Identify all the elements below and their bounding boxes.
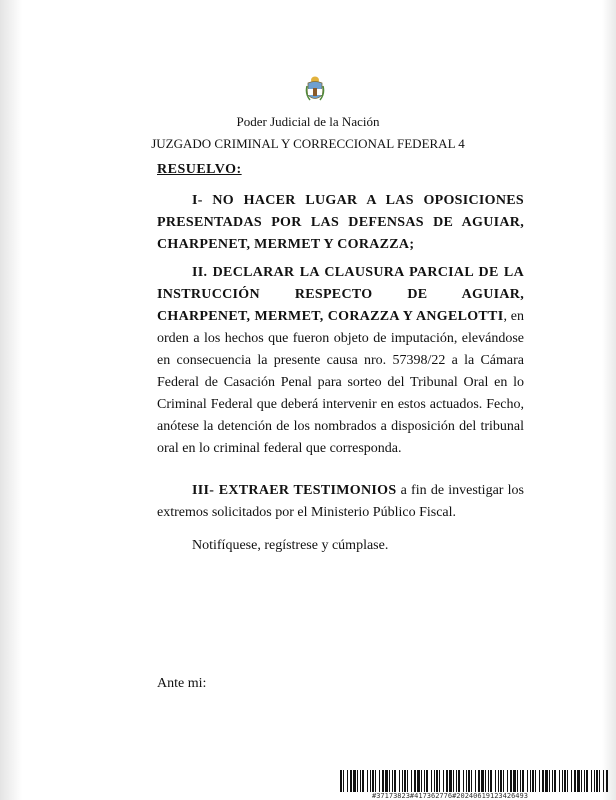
item3-bold-text: III- EXTRAER TESTIMONIOS [192, 483, 397, 498]
closing-line [157, 535, 524, 557]
resolution-item-2 [157, 262, 524, 460]
item3-rest-text: a fin de investigar los extremos solicitados por el Ministerio Público Fiscal. [157, 483, 524, 520]
barcode-icon [340, 770, 610, 792]
organization-name: Poder Judicial de la Nación [236, 114, 380, 129]
signature-label: Ante mi: [157, 676, 207, 691]
resolution-item-3 [157, 480, 524, 524]
item2-rest-text: , en orden a los hechos que fueron objeto de imputación, elevándose en consecuencia la presente causa nro. 57398/22 a la Cámara Federal de Casación Penal para sorteo del Tribunal Oral en lo Criminal Federal que deberá intervenir en estos actuados. Fecho, anótese la detención de los nombrados a disposición del tribunal oral en lo criminal federal que corresponda. [157, 309, 525, 456]
court-name: JUZGADO CRIMINAL Y CORRECCIONAL FEDERAL 4 [151, 136, 465, 151]
resolution-item-1 [157, 190, 524, 256]
closing-text: Notifíquese, regístrese y cúmplase. [192, 538, 389, 553]
barcode-number: #37173823#417362776#20240619123426493 [372, 792, 528, 800]
resolution-heading: RESUELVO: [157, 162, 242, 177]
item2-bold-text: II. DECLARAR LA CLAUSURA PARCIAL DE LA INSTRUCCIÓN RESPECTO DE AGUIAR, CHARPENET, MERMET, CORAZZA Y ANGELOTTI [157, 265, 524, 324]
national-seal-icon [305, 74, 325, 104]
item1-text: I- NO HACER LUGAR A LAS OPOSICIONES PRESENTADAS POR LAS DEFENSAS DE AGUIAR, CHARPENET, MERMET Y CORAZZA; [157, 193, 524, 252]
